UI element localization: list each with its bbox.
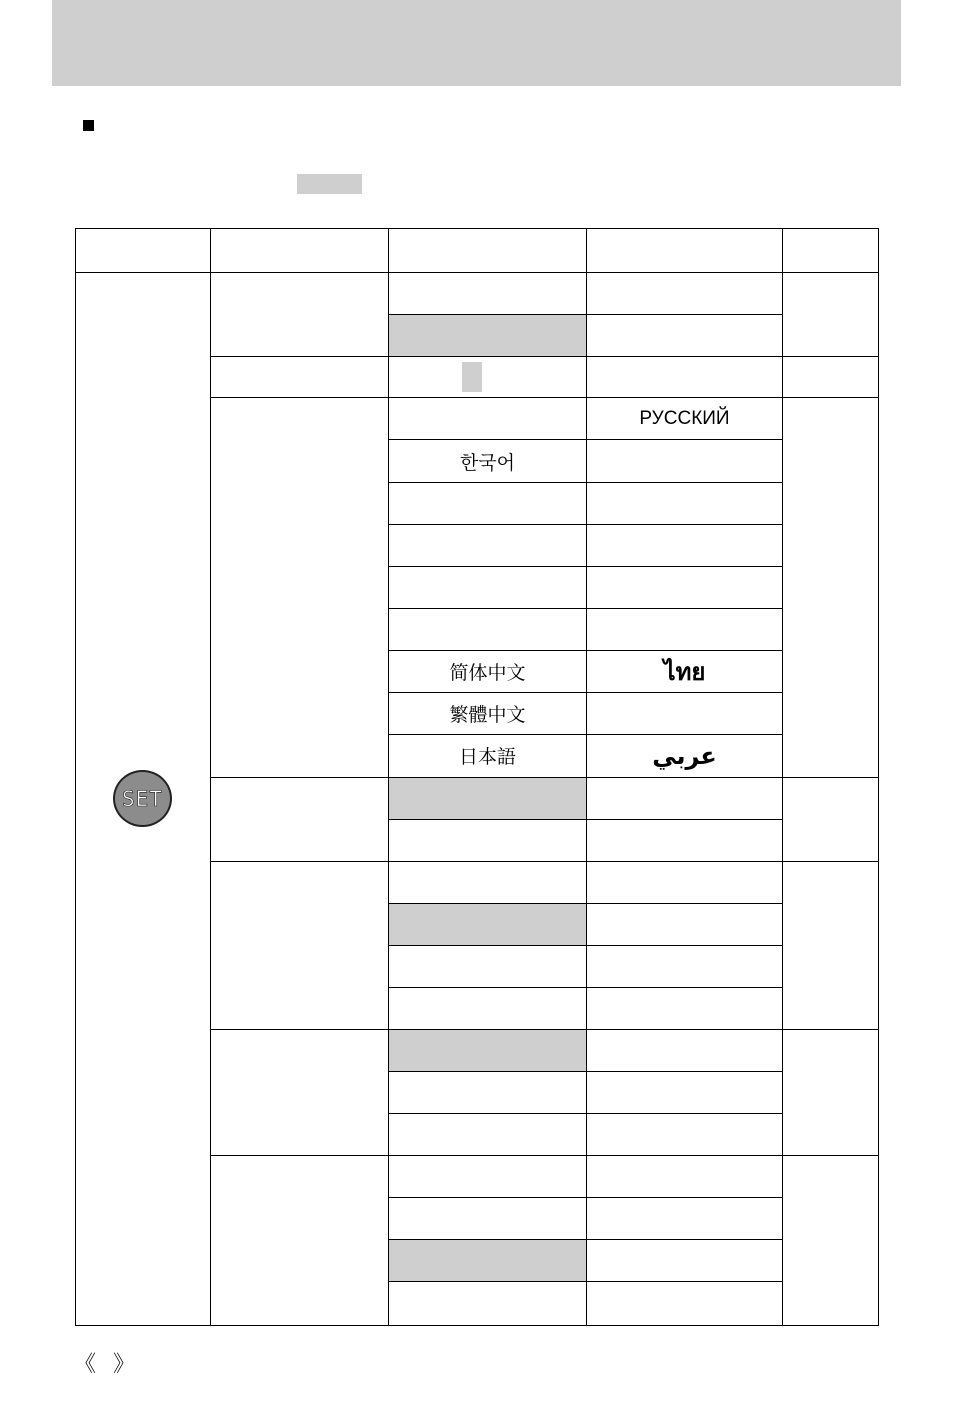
page-next-mark: 》 <box>113 1352 136 1377</box>
default-option-marker <box>462 362 482 392</box>
row-divider <box>388 903 783 904</box>
default-option-cell <box>389 904 586 945</box>
language-option-korean: 한국어 <box>459 451 516 474</box>
language-option-chinese-simplified: 简体中文 <box>449 662 526 684</box>
table-border-top <box>75 228 879 229</box>
default-option-cell <box>389 1240 586 1281</box>
group-divider <box>210 1155 879 1156</box>
row-divider <box>388 650 783 651</box>
default-option-cell <box>389 1030 586 1071</box>
language-option-russian: РУССКИЙ <box>639 407 730 429</box>
language-option-chinese-traditional: 繁體中文 <box>449 704 526 726</box>
table-border-left <box>75 228 76 1326</box>
group-divider <box>210 356 879 357</box>
group-divider <box>210 397 879 398</box>
header-row-divider <box>75 272 879 273</box>
group-divider <box>210 861 879 862</box>
row-divider <box>388 734 783 735</box>
row-divider <box>388 1113 783 1114</box>
row-divider <box>388 1071 783 1072</box>
group-divider <box>210 1029 879 1030</box>
row-divider <box>388 692 783 693</box>
set-button-icon <box>113 770 172 827</box>
row-divider <box>388 482 783 483</box>
row-divider <box>388 314 783 315</box>
language-option-thai: ไทย <box>663 658 706 686</box>
table-border-bottom <box>75 1325 879 1326</box>
row-divider <box>388 945 783 946</box>
row-divider <box>388 1281 783 1282</box>
set-icon-label: SET <box>122 786 163 811</box>
default-option-cell <box>389 778 586 819</box>
row-divider <box>388 566 783 567</box>
row-divider <box>388 819 783 820</box>
row-divider <box>388 608 783 609</box>
language-option-arabic: عربي <box>652 741 717 770</box>
row-divider <box>388 524 783 525</box>
row-divider <box>388 439 783 440</box>
row-divider <box>388 1239 783 1240</box>
language-option-japanese: 日本語 <box>458 746 516 768</box>
page-prev-mark: 《 <box>74 1352 97 1377</box>
group-divider <box>210 777 879 778</box>
row-divider <box>388 987 783 988</box>
row-divider <box>388 1197 783 1198</box>
default-option-cell <box>389 315 586 356</box>
